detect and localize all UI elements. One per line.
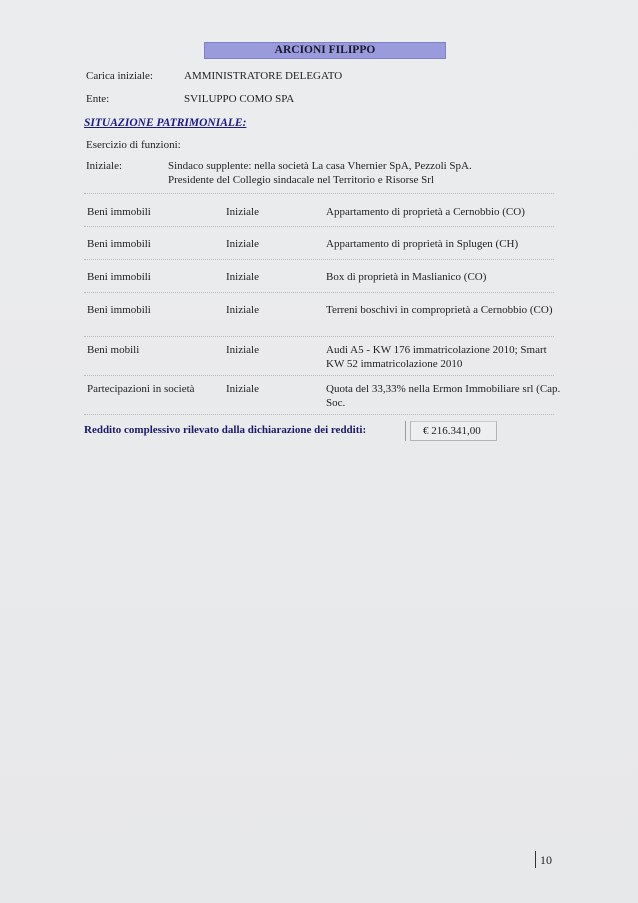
asset-status: Iniziale (226, 304, 259, 316)
asset-description: Audi A5 - KW 176 immatricolazione 2010; Smart KW 52 immatricolazione 2010 (326, 344, 547, 370)
page-number-rule (535, 851, 536, 868)
page-number: 10 (540, 853, 552, 867)
separator (84, 336, 554, 337)
iniziale-line-2: Presidente del Collegio sindacale nel Territorio e Risorse Srl (168, 174, 435, 186)
reddito-label: Reddito complessivo rilevato dalla dichiarazione dei redditi: (84, 424, 367, 436)
section-heading: SITUAZIONE PATRIMONIALE: (84, 117, 247, 129)
asset-type: Beni immobili (87, 271, 151, 283)
reddito-divider (405, 421, 406, 441)
carica-label: Carica iniziale: (86, 70, 153, 82)
separator (84, 226, 554, 227)
asset-description: Quota del 33,33% nella Ermon Immobiliare srl (Cap. Soc. (326, 383, 561, 409)
asset-status: Iniziale (226, 206, 259, 218)
asset-type: Beni immobili (87, 238, 151, 250)
asset-status: Iniziale (226, 271, 259, 283)
asset-description: Box di proprietà in Maslianico (CO) (326, 271, 487, 283)
asset-status: Iniziale (226, 383, 259, 395)
asset-description: Terreni boschivi in comproprietà a Cernobbio (CO) (326, 304, 553, 316)
separator (84, 292, 554, 293)
separator (84, 259, 554, 260)
person-name-header: ARCIONI FILIPPO (204, 42, 446, 59)
reddito-value: € 216.341,00 (410, 421, 497, 441)
carica-value: AMMINISTRATORE DELEGATO (184, 70, 343, 82)
asset-type: Beni mobili (87, 344, 140, 356)
iniziale-line-1: Sindaco supplente: nella società La casa Vhernier SpA, Pezzoli SpA. (168, 160, 472, 172)
ente-value: SVILUPPO COMO SPA (184, 93, 295, 105)
asset-status: Iniziale (226, 238, 259, 250)
separator (84, 414, 554, 415)
separator (84, 193, 554, 194)
asset-status: Iniziale (226, 344, 259, 356)
asset-type: Beni immobili (87, 304, 151, 316)
asset-type: Beni immobili (87, 206, 151, 218)
esercizio-label: Esercizio di funzioni: (86, 139, 181, 151)
iniziale-label: Iniziale: (86, 160, 123, 172)
separator (84, 375, 554, 376)
asset-description: Appartamento di proprietà in Splugen (CH) (326, 238, 519, 250)
ente-label: Ente: (86, 93, 110, 105)
asset-description: Appartamento di proprietà a Cernobbio (CO) (326, 206, 525, 218)
asset-type: Partecipazioni in società (87, 383, 195, 395)
